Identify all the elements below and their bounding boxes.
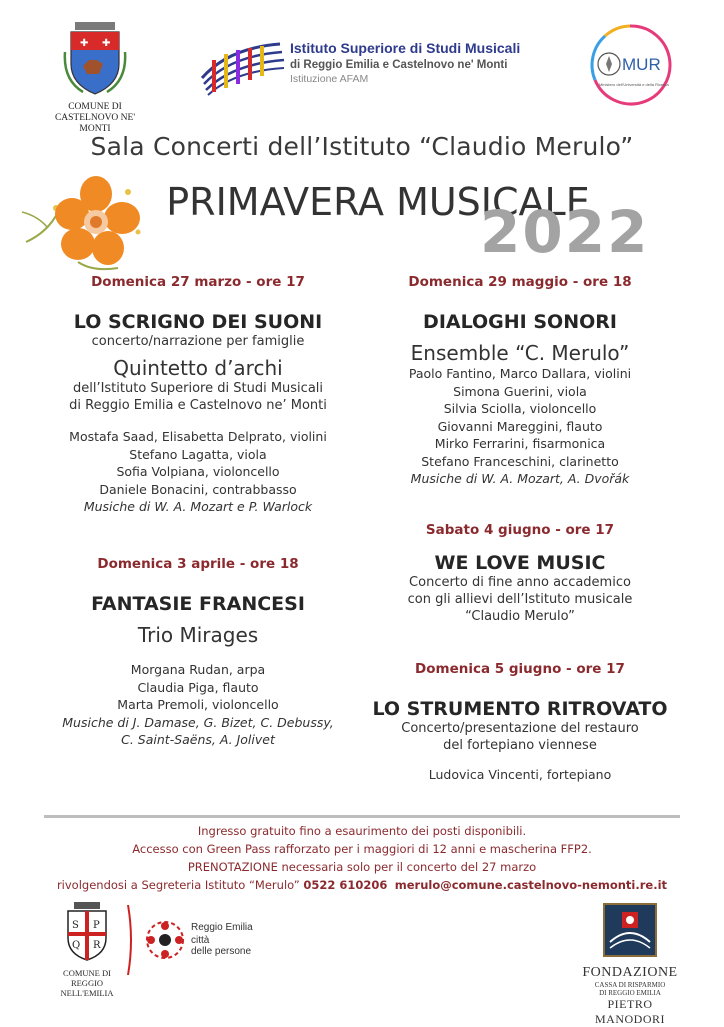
mur-logo — [585, 20, 675, 110]
event-date: Sabato 4 giugno - ore 17 — [425, 522, 615, 538]
performer: Stefano Lagatta, viola — [129, 446, 267, 462]
venue-title: Sala Concerti dell’Istituto “Claudio Merulo” — [90, 132, 634, 161]
email-link[interactable]: merulo@comune.castelnovo-nemonti.re.it — [394, 878, 668, 892]
event-date: Domenica 5 giugno - ore 17 — [415, 661, 625, 677]
performer: Giovanni Mareggini, flauto — [437, 418, 603, 434]
performer-list — [28, 428, 368, 516]
performer: Mirko Ferrarini, fisarmonica — [434, 436, 606, 451]
fondazione-line: DI REGGIO EMILIA — [599, 989, 661, 997]
performer-list — [28, 661, 368, 749]
event-subtitle: Concerto di fine anno accademico — [409, 575, 631, 590]
event-subtitle: “Claudio Merulo” — [465, 609, 575, 624]
event-subtitle: del fortepiano viennese — [443, 738, 597, 753]
phone-number: 0522 610206 — [303, 878, 388, 892]
info-box — [0, 822, 724, 894]
info-line: PRENOTAZIONE necessaria solo per il concerto del 27 marzo — [187, 860, 537, 874]
info-line: Ingresso gratuito fino a esaurimento dei posti disponibili. — [197, 824, 527, 838]
ensemble-name: Ensemble “C. Merulo” — [410, 341, 630, 365]
fondazione-line: FONDAZIONE — [582, 965, 678, 980]
spqr-crest-icon — [64, 902, 110, 962]
mur-emblem-icon — [585, 20, 675, 110]
castelnovo-logo — [40, 22, 150, 135]
performer: Simona Guerini, viola — [453, 383, 587, 399]
spqr-letter: S — [72, 920, 79, 931]
performer: Silvia Sciolla, violoncello — [443, 401, 597, 416]
fondazione-line: PIETRO MANODORI — [595, 997, 665, 1026]
spqr-letter: R — [93, 940, 101, 951]
festival-name: PRIMAVERA MUSICALE — [166, 180, 590, 224]
ensemble-name: Trio Mirages — [137, 623, 259, 647]
performer: Ludovica Vincenti, fortepiano — [428, 767, 612, 782]
event-card — [28, 274, 368, 516]
ensemble-description: dell’Istituto Superiore di Studi Musicali — [72, 381, 324, 396]
performer: Mostafa Saad, Elisabetta Delprato, violini — [69, 429, 327, 444]
event-date: Domenica 27 marzo - ore 17 — [91, 274, 305, 290]
info-line — [0, 876, 724, 894]
event-title: LO SCRIGNO DEI SUONI — [73, 311, 323, 333]
fondazione-line: CASSA DI RISPARMIO — [594, 981, 666, 989]
ensemble-description: di Reggio Emilia e Castelnovo ne’ Monti — [69, 398, 327, 413]
institute-title: Istituto Superiore di Studi Musicali — [290, 40, 521, 56]
citta-slogan-line: delle persone — [191, 946, 252, 957]
performer: Sofia Volpiana, violoncello — [116, 464, 280, 479]
program-composers: Musiche di W. A. Mozart, A. Dvořák — [410, 471, 630, 486]
performer: Claudia Piga, flauto — [137, 679, 259, 695]
divider — [44, 815, 680, 818]
citta-slogan — [191, 935, 251, 957]
event-title: LO STRUMENTO RITROVATO — [372, 698, 668, 720]
event-title: FANTASIE FRANCESI — [91, 593, 305, 615]
performer-list — [350, 365, 690, 488]
citta-logo — [143, 918, 253, 968]
event-subtitle: Concerto/presentazione del restauro — [401, 721, 639, 736]
municipality-line: COMUNE DI — [68, 102, 122, 112]
program-composers: C. Saint-Saëns, A. Jolivet — [121, 732, 275, 747]
reggio-logo — [52, 902, 122, 998]
contact-text: rivolgendosi a Segreteria Istituto “Merulo” — [56, 878, 304, 892]
program-composers: Musiche di J. Damase, G. Bizet, C. Debussy, — [62, 714, 334, 730]
event-title: WE LOVE MUSIC — [434, 552, 606, 574]
performer: Stefano Franceschini, clarinetto — [421, 453, 619, 469]
mur-caption: Ministero dell'Università e della Ricerca — [599, 82, 669, 87]
event-card — [28, 556, 368, 749]
performer: Morgana Rudan, arpa — [130, 662, 266, 677]
institute-logo — [198, 38, 558, 98]
separator-icon — [126, 905, 134, 975]
mur-label: MUR — [622, 55, 661, 74]
event-subtitle: concerto/narrazione per famiglie — [91, 334, 305, 349]
performer: Daniele Bonacini, contrabbasso — [99, 481, 297, 497]
performer: Marta Premoli, violoncello — [117, 697, 279, 712]
svg-text:✚: ✚ — [80, 38, 89, 49]
ensemble-name: Quintetto d’archi — [113, 356, 283, 380]
info-line: Accesso con Green Pass rafforzato per i maggiori di 12 anni e mascherina FFP2. — [132, 842, 592, 856]
institute-type: Istituzione AFAM — [290, 73, 369, 85]
event-date: Domenica 29 maggio - ore 18 — [408, 274, 632, 290]
castelnovo-crest-icon — [63, 22, 127, 96]
festival-year: 2022 — [480, 198, 650, 266]
institute-subtitle: di Reggio Emilia e Castelnovo ne' Monti — [290, 59, 508, 71]
program-composers: Musiche di W. A. Mozart e P. Warlock — [83, 499, 313, 514]
event-card — [350, 661, 690, 784]
fondazione-crest-icon — [602, 902, 658, 958]
municipality-line: CASTELNOVO NE' MONTI — [54, 113, 136, 134]
svg-text:✚: ✚ — [102, 38, 111, 49]
citta-persone-icon — [143, 918, 187, 962]
reggio-line: REGGIO NELL'EMILIA — [60, 978, 114, 998]
performer: Paolo Fantino, Marco Dallara, violini — [408, 366, 632, 381]
event-card — [350, 274, 690, 488]
event-date: Domenica 3 aprile - ore 18 — [97, 556, 299, 572]
music-staff-icon — [198, 38, 286, 96]
spqr-letter: Q — [72, 940, 81, 951]
event-card — [350, 522, 690, 625]
event-title: DIALOGHI SONORI — [423, 311, 617, 333]
reggio-line: COMUNE DI — [63, 968, 111, 978]
citta-slogan-line: città — [191, 935, 210, 946]
fondazione-logo — [575, 902, 685, 1027]
citta-city: Reggio Emilia — [191, 922, 253, 933]
spqr-letter: P — [93, 920, 100, 931]
event-subtitle: con gli allievi dell’Istituto musicale — [407, 592, 633, 607]
